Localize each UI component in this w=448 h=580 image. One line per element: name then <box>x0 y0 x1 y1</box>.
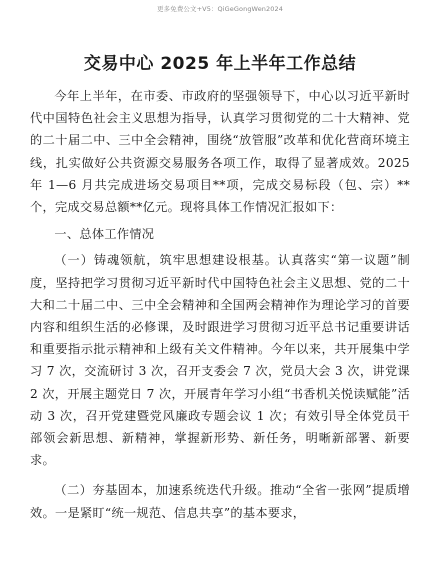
paragraph-system-upgrade: （二）夯基固本，加速系统迭代升级。推动“全省一张网”提质增效。一是紧盯“统一规范、信息共享”的基本要求， <box>30 483 410 520</box>
document-title: 交易中心 2025 年上半年工作总结 <box>83 54 357 74</box>
paragraph-ideology-building: （一）铸魂领航，筑牢思想建设根基。认真落实“第一议题”制度，坚持把学习贯彻习近平新时代中国特色社会主义思想、党的二十大和二十届二中、三中全会精神和全国两会精神作为理论学习的首要内容和组织生活的必修课，及时跟进学习贯彻习近平总书记重要讲话和重要指示批示精神和上级有关文件精神。今年以来，共开展集中学习 7 次，交流研讨 3 次，召开支委会 7 次，党员大会 3 次，讲党课 2 次，开展主题党日 7 次，开展青年学习小组“书香机关悦读赋能”活动 3 次，召开党建暨党风廉政专题会议 1 次；有效引导全体党员干部领会新思想、新精神，掌握新形势、新任务，明晰新部署、新要求。 <box>30 253 410 468</box>
paragraph-spacer <box>30 471 410 479</box>
section-heading-overall: 一、总体工作情况 <box>54 227 155 242</box>
intro-paragraph: 今年上半年，在市委、市政府的坚强领导下，中心以习近平新时代中国特色社会主义思想为指导，认真学习贯彻党的二十大精神、党的二十届二中、三中全会精神，围绕“放管服”改革和优化营商环境主线，扎实做好公共资源交易服务各项工作，取得了显著成效。2025 年 1—6 月共完成进场交易项目**项，完成交易标段（包、宗）**个，完成交易总额**亿元。现将具体工作情况汇报如下： <box>30 89 410 215</box>
watermark-text: 更多免费公文+V5：QiGeGongWen2024 <box>157 5 283 13</box>
